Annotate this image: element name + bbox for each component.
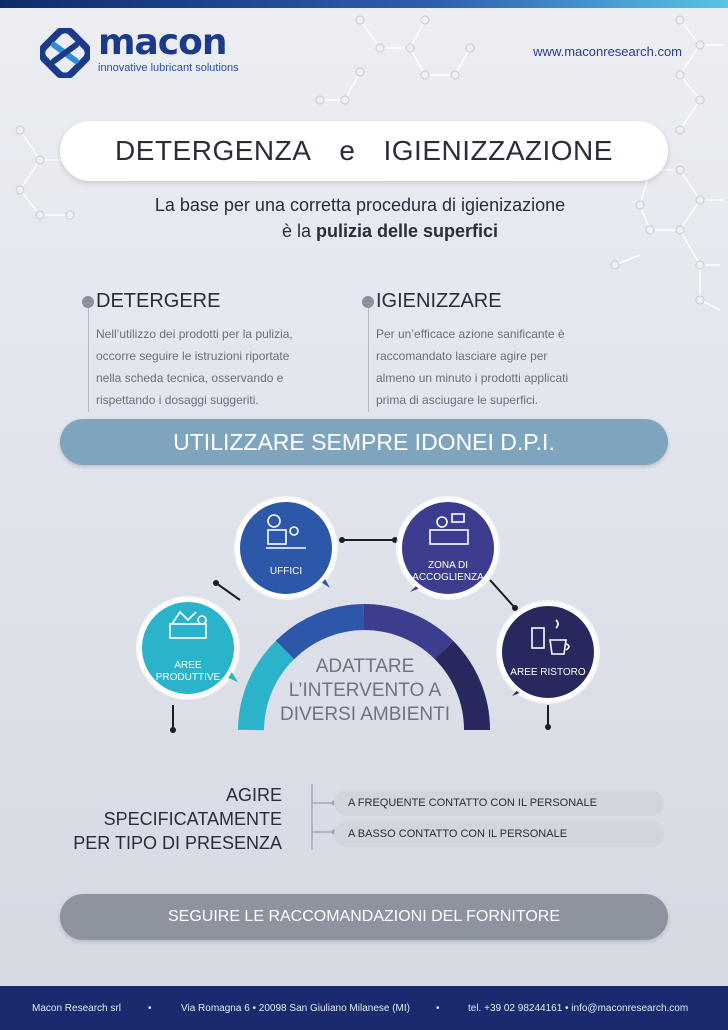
igienizzare-line: prima di asciugare le superfici. — [376, 393, 539, 407]
label-line: AREE RISTORO — [510, 667, 586, 678]
website-link[interactable]: www.maconresearch.com — [533, 44, 682, 59]
subtitle-line2 — [60, 218, 660, 244]
title-left: DETERGENZA — [115, 135, 312, 166]
diagram-center-text — [275, 655, 455, 727]
bullet-dot-icon — [362, 296, 374, 308]
igienizzare-text — [376, 323, 656, 411]
subtitle-prefix: è la — [281, 221, 311, 241]
section-divider — [368, 304, 369, 412]
bullet-dot-icon — [82, 296, 94, 308]
macon-logo[interactable] — [40, 22, 250, 80]
footer-separator: • — [436, 1002, 440, 1014]
footer-contact[interactable]: tel. +39 02 98244161 • info@maconresearch.com — [468, 1002, 689, 1014]
arc-segment-reception — [364, 617, 444, 650]
presence-line: PER TIPO DI PRESENZA — [73, 833, 282, 853]
branch-connector — [300, 784, 340, 850]
label-break-areas — [504, 667, 592, 679]
detergere-heading: DETERGERE — [96, 290, 221, 312]
dpi-banner: UTILIZZARE SEMPRE IDONEI D.P.I. — [60, 419, 668, 465]
connector-line — [490, 580, 515, 608]
label-line: PRODUTTIVE — [155, 672, 221, 683]
label-offices — [244, 566, 328, 578]
label-line: ACCOGLIENZA — [412, 572, 484, 583]
subtitle-line1: La base per una corretta procedura di igienizazione — [154, 195, 566, 215]
center-line: L’INTERVENTO A — [288, 680, 442, 701]
label-productive-areas — [146, 660, 230, 684]
label-line: AREE — [174, 660, 202, 671]
connector-line — [216, 583, 240, 600]
logo-wordmark: macon — [98, 22, 227, 63]
footer-company: Macon Research srl — [32, 1002, 121, 1014]
center-line: DIVERSI AMBIENTI — [280, 704, 450, 725]
detergere-line: rispettando i dosaggi suggeriti. — [96, 393, 259, 407]
presence-option-low: A BASSO CONTATTO CON IL PERSONALE — [334, 821, 664, 847]
circle-break-area — [496, 600, 600, 704]
igienizzare-heading: IGIENIZZARE — [376, 290, 502, 312]
page-title — [60, 121, 668, 181]
detergere-line: nella scheda tecnica, osservando e — [96, 371, 284, 385]
logo-mark-icon — [40, 28, 90, 78]
label-line: ZONA DI — [427, 560, 468, 571]
igienizzare-line: almeno un minuto i prodotti applicati — [376, 371, 569, 385]
footer — [0, 986, 728, 1030]
presence-heading — [60, 783, 282, 855]
presence-line: AGIRE — [225, 785, 282, 805]
label-line: UFFICI — [269, 566, 303, 577]
section-divider — [88, 304, 89, 412]
igienizzare-line: raccomandato lasciare agire per — [376, 349, 548, 363]
arc-segment-offices — [285, 617, 364, 650]
detergere-text — [96, 323, 376, 411]
igienizzare-line: Per un’efficace azione sanificante è — [376, 327, 565, 341]
label-reception — [406, 560, 490, 584]
circle-reception — [396, 496, 500, 600]
circle-offices — [234, 496, 338, 600]
logo-tagline: innovative lubricant solutions — [98, 62, 239, 74]
center-line: ADATTARE — [315, 656, 415, 677]
detergere-line: occorre seguire le istruzioni riportate — [96, 349, 290, 363]
footer-address: Via Romagna 6 • 20098 San Giuliano Milanese (MI) — [181, 1002, 410, 1014]
detergere-section — [88, 290, 368, 411]
footer-separator: • — [148, 1002, 152, 1014]
detergere-line: Nell’utilizzo dei prodotti per la pulizia, — [96, 327, 293, 341]
subtitle-emphasis: pulizia delle superfici — [315, 221, 499, 241]
supplier-banner: SEGUIRE LE RACCOMANDAZIONI DEL FORNITORE — [60, 894, 668, 940]
igienizzare-section — [368, 290, 648, 411]
circle-productive — [136, 596, 240, 700]
subtitle — [60, 192, 660, 244]
presence-line: SPECIFICATAMENTE — [103, 809, 282, 829]
presence-option-frequent: A FREQUENTE CONTATTO CON IL PERSONALE — [334, 790, 664, 816]
title-conjunction: e — [339, 135, 356, 166]
title-right: IGIENIZZAZIONE — [383, 135, 613, 166]
